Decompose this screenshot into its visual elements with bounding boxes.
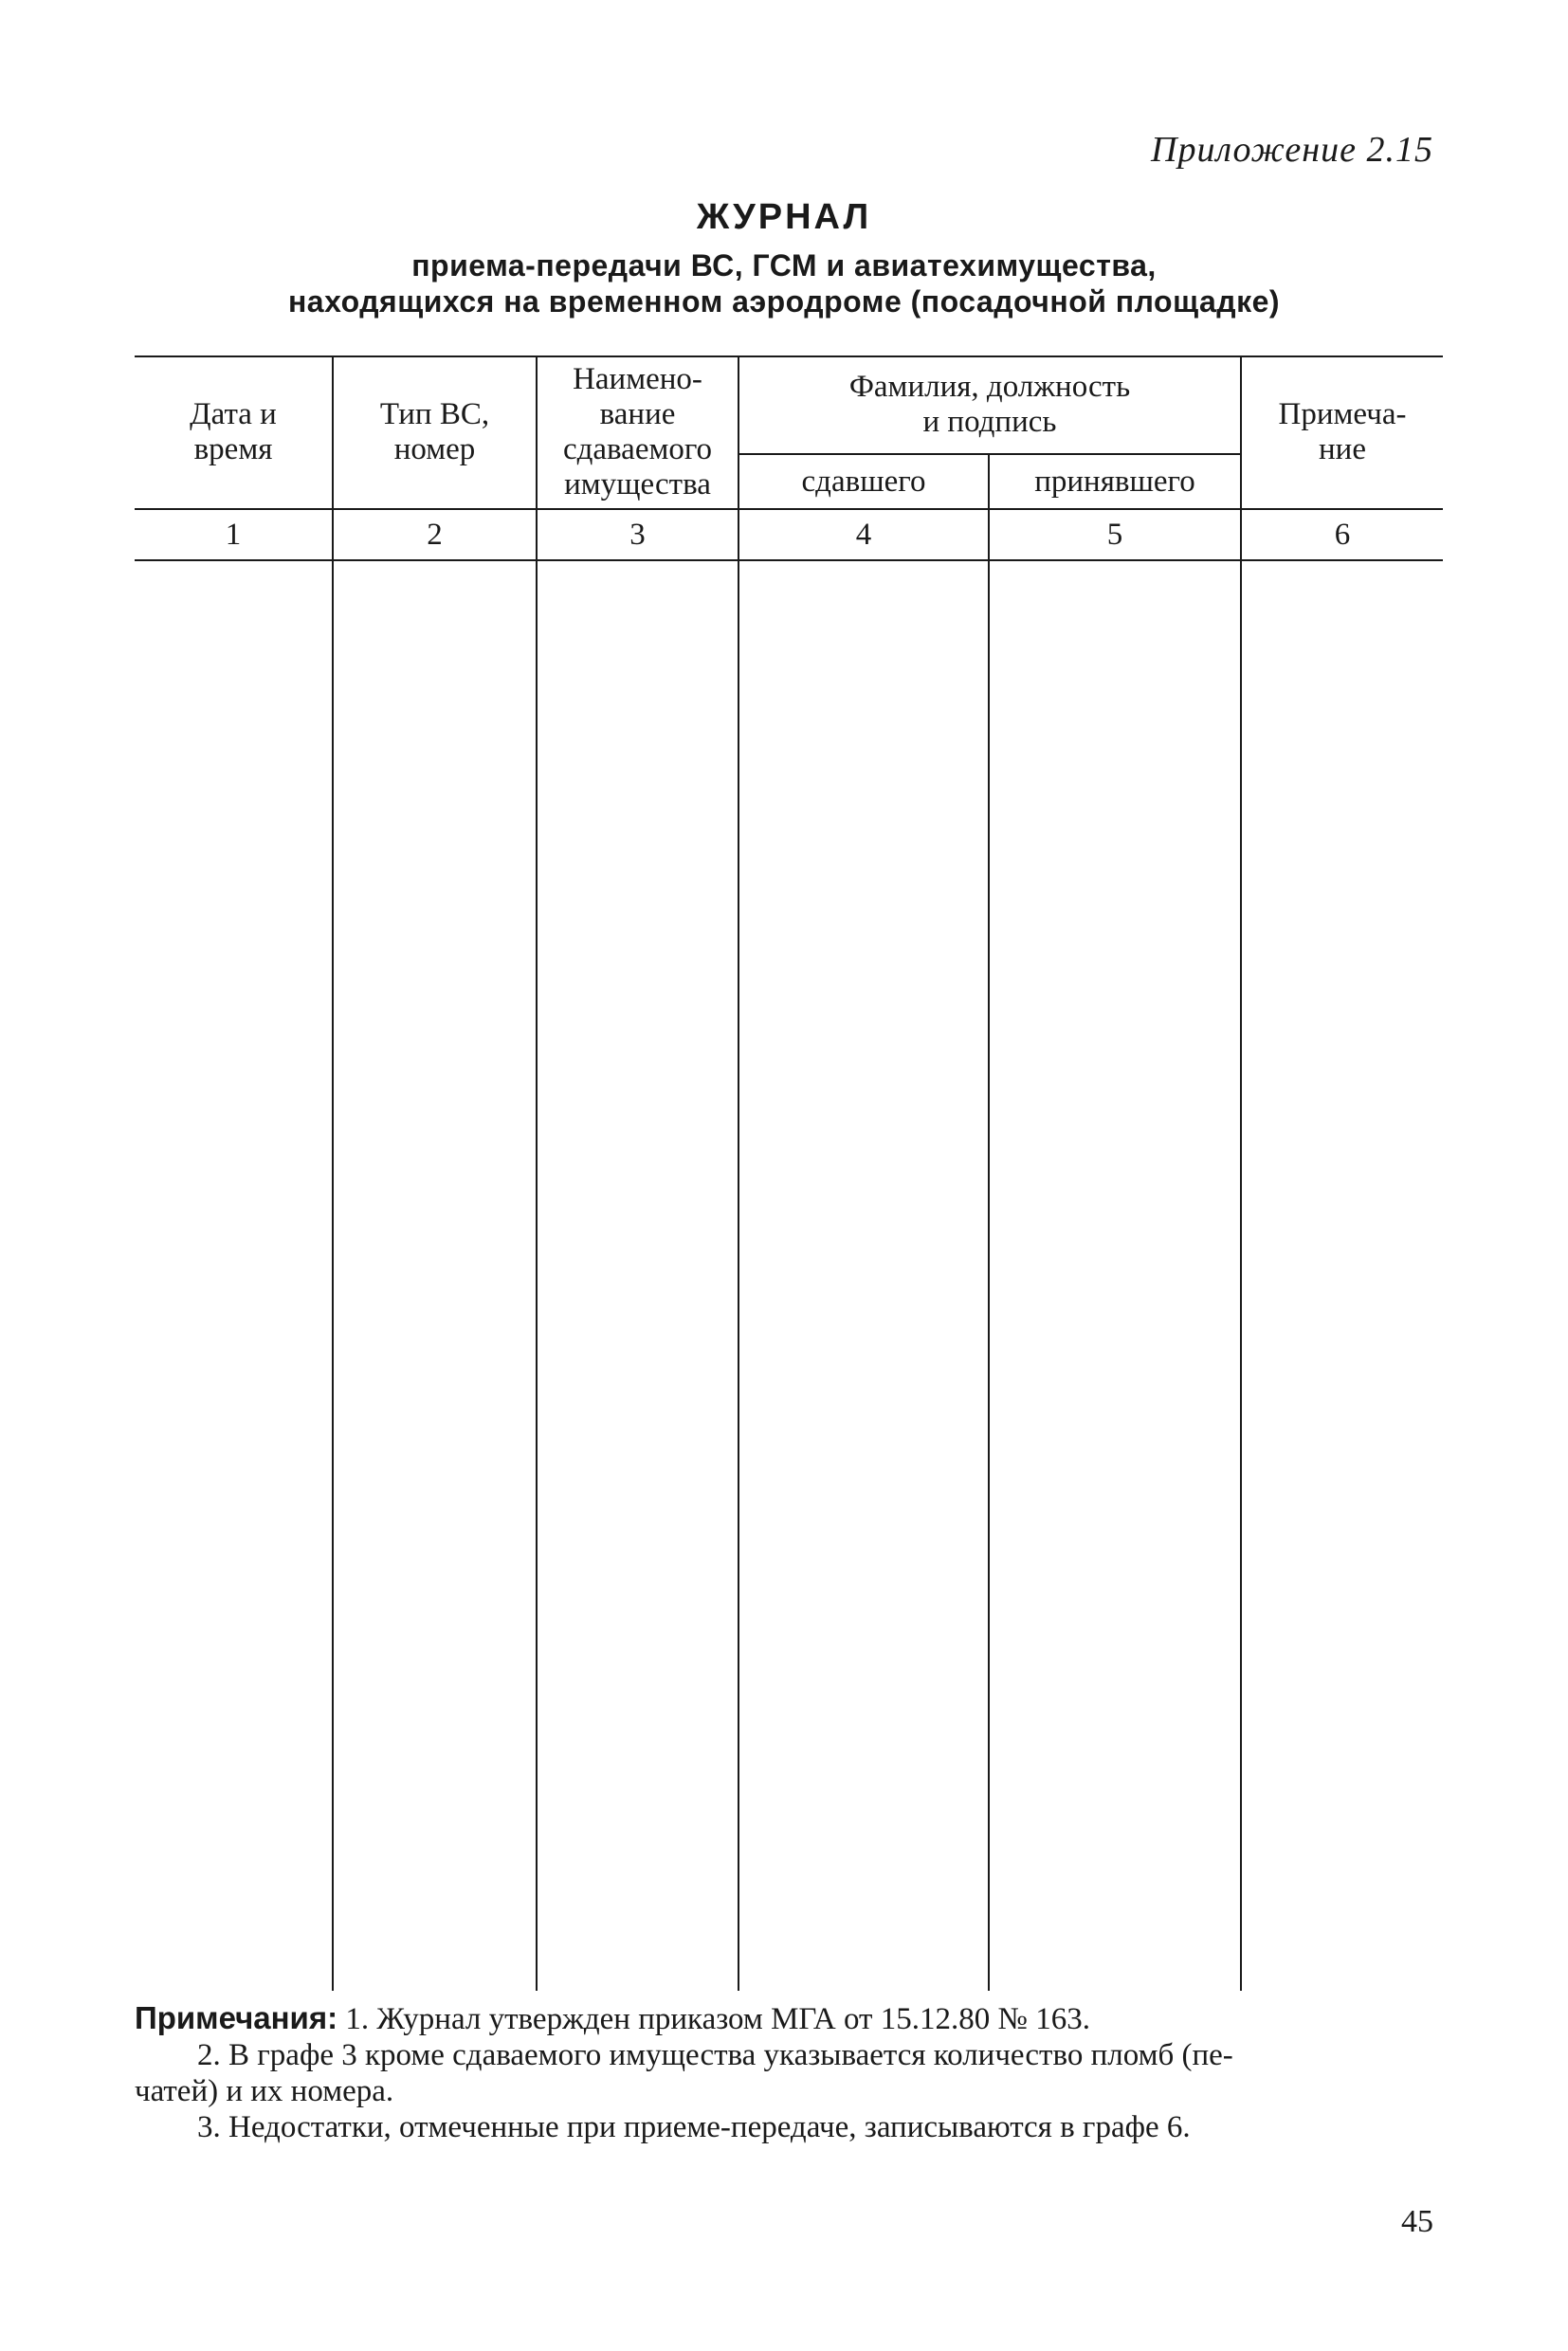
column-number-6: 6 (1334, 517, 1351, 552)
header-aircraft-type-line1: Тип ВС, (379, 396, 490, 431)
column-number-5: 5 (1106, 517, 1123, 552)
numbers-bottom-rule (135, 559, 1443, 561)
notes-section (135, 2000, 1452, 2145)
column-rule-4 (988, 453, 990, 1991)
header-property-name (538, 355, 738, 508)
header-date-time-line1: Дата и (190, 396, 277, 431)
column-rule-2 (536, 355, 538, 1991)
header-property-name-line3: сдаваемого (562, 431, 713, 466)
header-date-time (135, 355, 332, 508)
note-2-line-2: чатей) и их номера. (135, 2074, 394, 2108)
column-number-3: 3 (629, 517, 646, 552)
header-remarks (1242, 355, 1443, 508)
subtitle-line-1: приема-передачи ВС, ГСМ и авиатехимущества, (411, 248, 1157, 282)
column-number-4: 4 (855, 517, 872, 552)
note-2-line-1: 2. В графе 3 кроме сдаваемого имущества указывается количество пломб (пе- (197, 2038, 1233, 2072)
column-rule-3 (738, 355, 739, 1991)
column-number-2: 2 (427, 517, 443, 552)
header-remarks-line2: ние (1319, 431, 1366, 466)
header-handed-over-label: сдавшего (801, 464, 926, 499)
header-signature-group-line2: и подпись (922, 404, 1057, 439)
page-number: 45 (1401, 2204, 1433, 2239)
notes-lead: Примечания: (135, 2000, 338, 2035)
header-signature-group-line1: Фамилия, должность (848, 369, 1131, 404)
header-signature-group (739, 355, 1240, 453)
header-aircraft-type (334, 355, 536, 508)
column-number-1: 1 (225, 517, 242, 552)
column-rule-5 (1240, 355, 1242, 1991)
subtitle-line-2: находящихся на временном аэродроме (посадочной площадке) (287, 284, 1281, 319)
header-property-name-line4: имущества (564, 466, 711, 501)
column-rule-1 (332, 355, 334, 1991)
page-title: ЖУРНАЛ (696, 197, 872, 237)
header-handed-over (739, 455, 988, 508)
note-1: 1. Журнал утвержден приказом МГА от 15.12.80 № 163. (345, 2002, 1090, 2036)
appendix-label: Приложение 2.15 (1151, 130, 1433, 170)
header-property-name-line2: вание (599, 396, 676, 431)
header-property-name-line1: Наимено- (573, 361, 702, 396)
note-3: 3. Недостатки, отмеченные при приеме-передаче, записываются в графе 6. (197, 2110, 1191, 2144)
header-aircraft-type-line2: номер (393, 431, 476, 466)
header-date-time-line2: время (193, 431, 273, 466)
header-received-label: принявшего (1034, 464, 1195, 499)
header-remarks-line1: Примеча- (1278, 396, 1407, 431)
header-received (990, 455, 1240, 508)
